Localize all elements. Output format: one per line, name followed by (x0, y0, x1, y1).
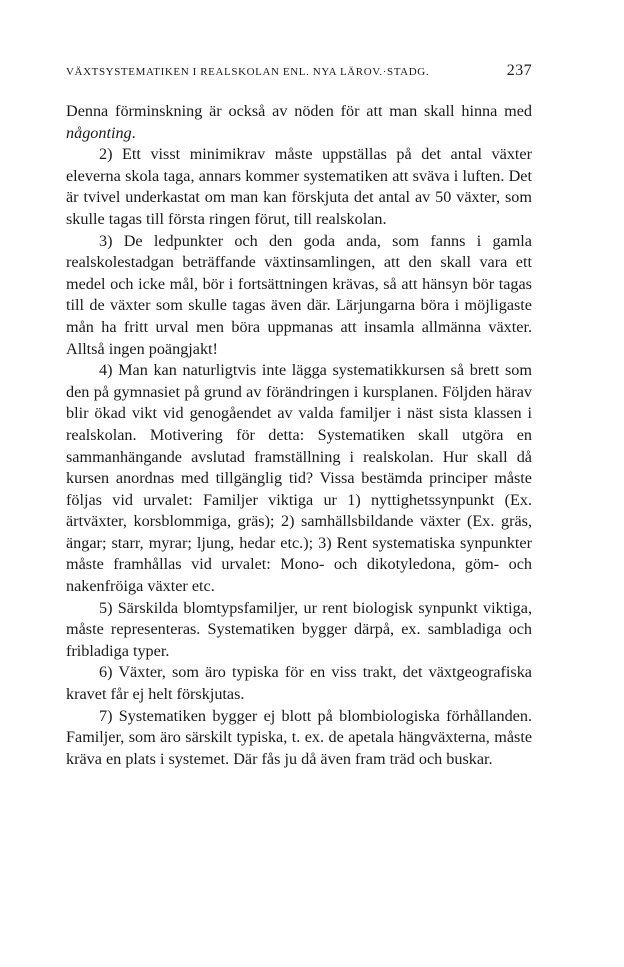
paragraph-5 (66, 598, 532, 663)
body-text (66, 101, 532, 770)
paragraph-6 (66, 662, 532, 705)
paragraph-1-tail: . (131, 123, 136, 142)
running-title: VÄXTSYSTEMATIKEN I REALSKOLAN ENL. NYA LÄROV.·STADG. (66, 66, 430, 78)
paragraph-1-text: Denna förminskning är också av nöden för att man skall hinna med (66, 102, 532, 120)
paragraph-7-text: 7) Systematiken bygger ej blott på blombiologiska förhållanden. Familjer, som äro särskilt typiska, t. ex. de apetala hängväxterna, måste kräva en plats i systemet. Där fås ju då även fram träd och buskar. (66, 706, 532, 768)
paragraph-5-text: 5) Särskilda blomtypsfamiljer, ur rent biologisk synpunkt viktiga, måste representeras. Systematiken bygger därpå, ex. sambladiga och fribladiga typer. (66, 598, 532, 660)
page-number: 237 (506, 62, 532, 79)
paragraph-2 (66, 144, 532, 230)
paragraph-7 (66, 706, 532, 771)
paragraph-3-text: 3) De ledpunkter och den goda anda, som fanns i gamla realskolestadgan beträffande växtinsamlingen, att den skall vara ett medel och icke mål, bör i fortsättningen krävas, så att hänsyn bör tagas till de växter som skulle tagas även där. Lärjungarna böra i möjligaste mån ha fritt urval men böra uppmanas att insamla allmänna växter. Alltså ingen poängjakt! (66, 231, 532, 358)
paragraph-6-text: 6) Växter, som äro typiska för en viss trakt, det växtgeografiska kravet får ej helt förskjutas. (66, 663, 532, 704)
paragraph-1-italic: någonting (66, 123, 132, 142)
paragraph-4 (66, 360, 532, 598)
paragraph-1 (66, 101, 532, 144)
book-page (66, 62, 532, 770)
paragraph-3 (66, 231, 532, 361)
paragraph-4-text: 4) Man kan naturligtvis inte lägga systematikkursen så brett som den på gymnasiet på grund av förändringen i kursplanen. Följden härav blir ökad vikt vid genogåendet av valda familjer i näst sista klassen i realskolan. Motivering för detta: Systematiken skall utgöra en sammanhängande avslutad framställning i realskolan. Hur skall då kursen anordnas med tillgänglig tid? Vissa bestämda principer måste följas vid urvalet: Familjer viktiga ur 1) nyttighetssynpunkt (Ex. ärtväxter, korsblommiga, gräs); 2) samhällsbildande växter (Ex. gräs, ängar; starr, myrar; ljung, hedar etc.); 3) Rent systematiska synpunkter måste framhållas vid urvalet: Mono- och dikotyledona, göm- och nakenfröiga växter etc. (66, 361, 532, 596)
paragraph-2-text: 2) Ett visst minimikrav måste uppställas på det antal växter eleverna skola taga, annars kommer systematiken att sväva i luften. Det är tvivel underkastat om man kan förskjuta det antal av 50 växter, som skulle tagas till första ringen förut, till realskolan. (66, 145, 532, 228)
running-header (66, 62, 532, 80)
